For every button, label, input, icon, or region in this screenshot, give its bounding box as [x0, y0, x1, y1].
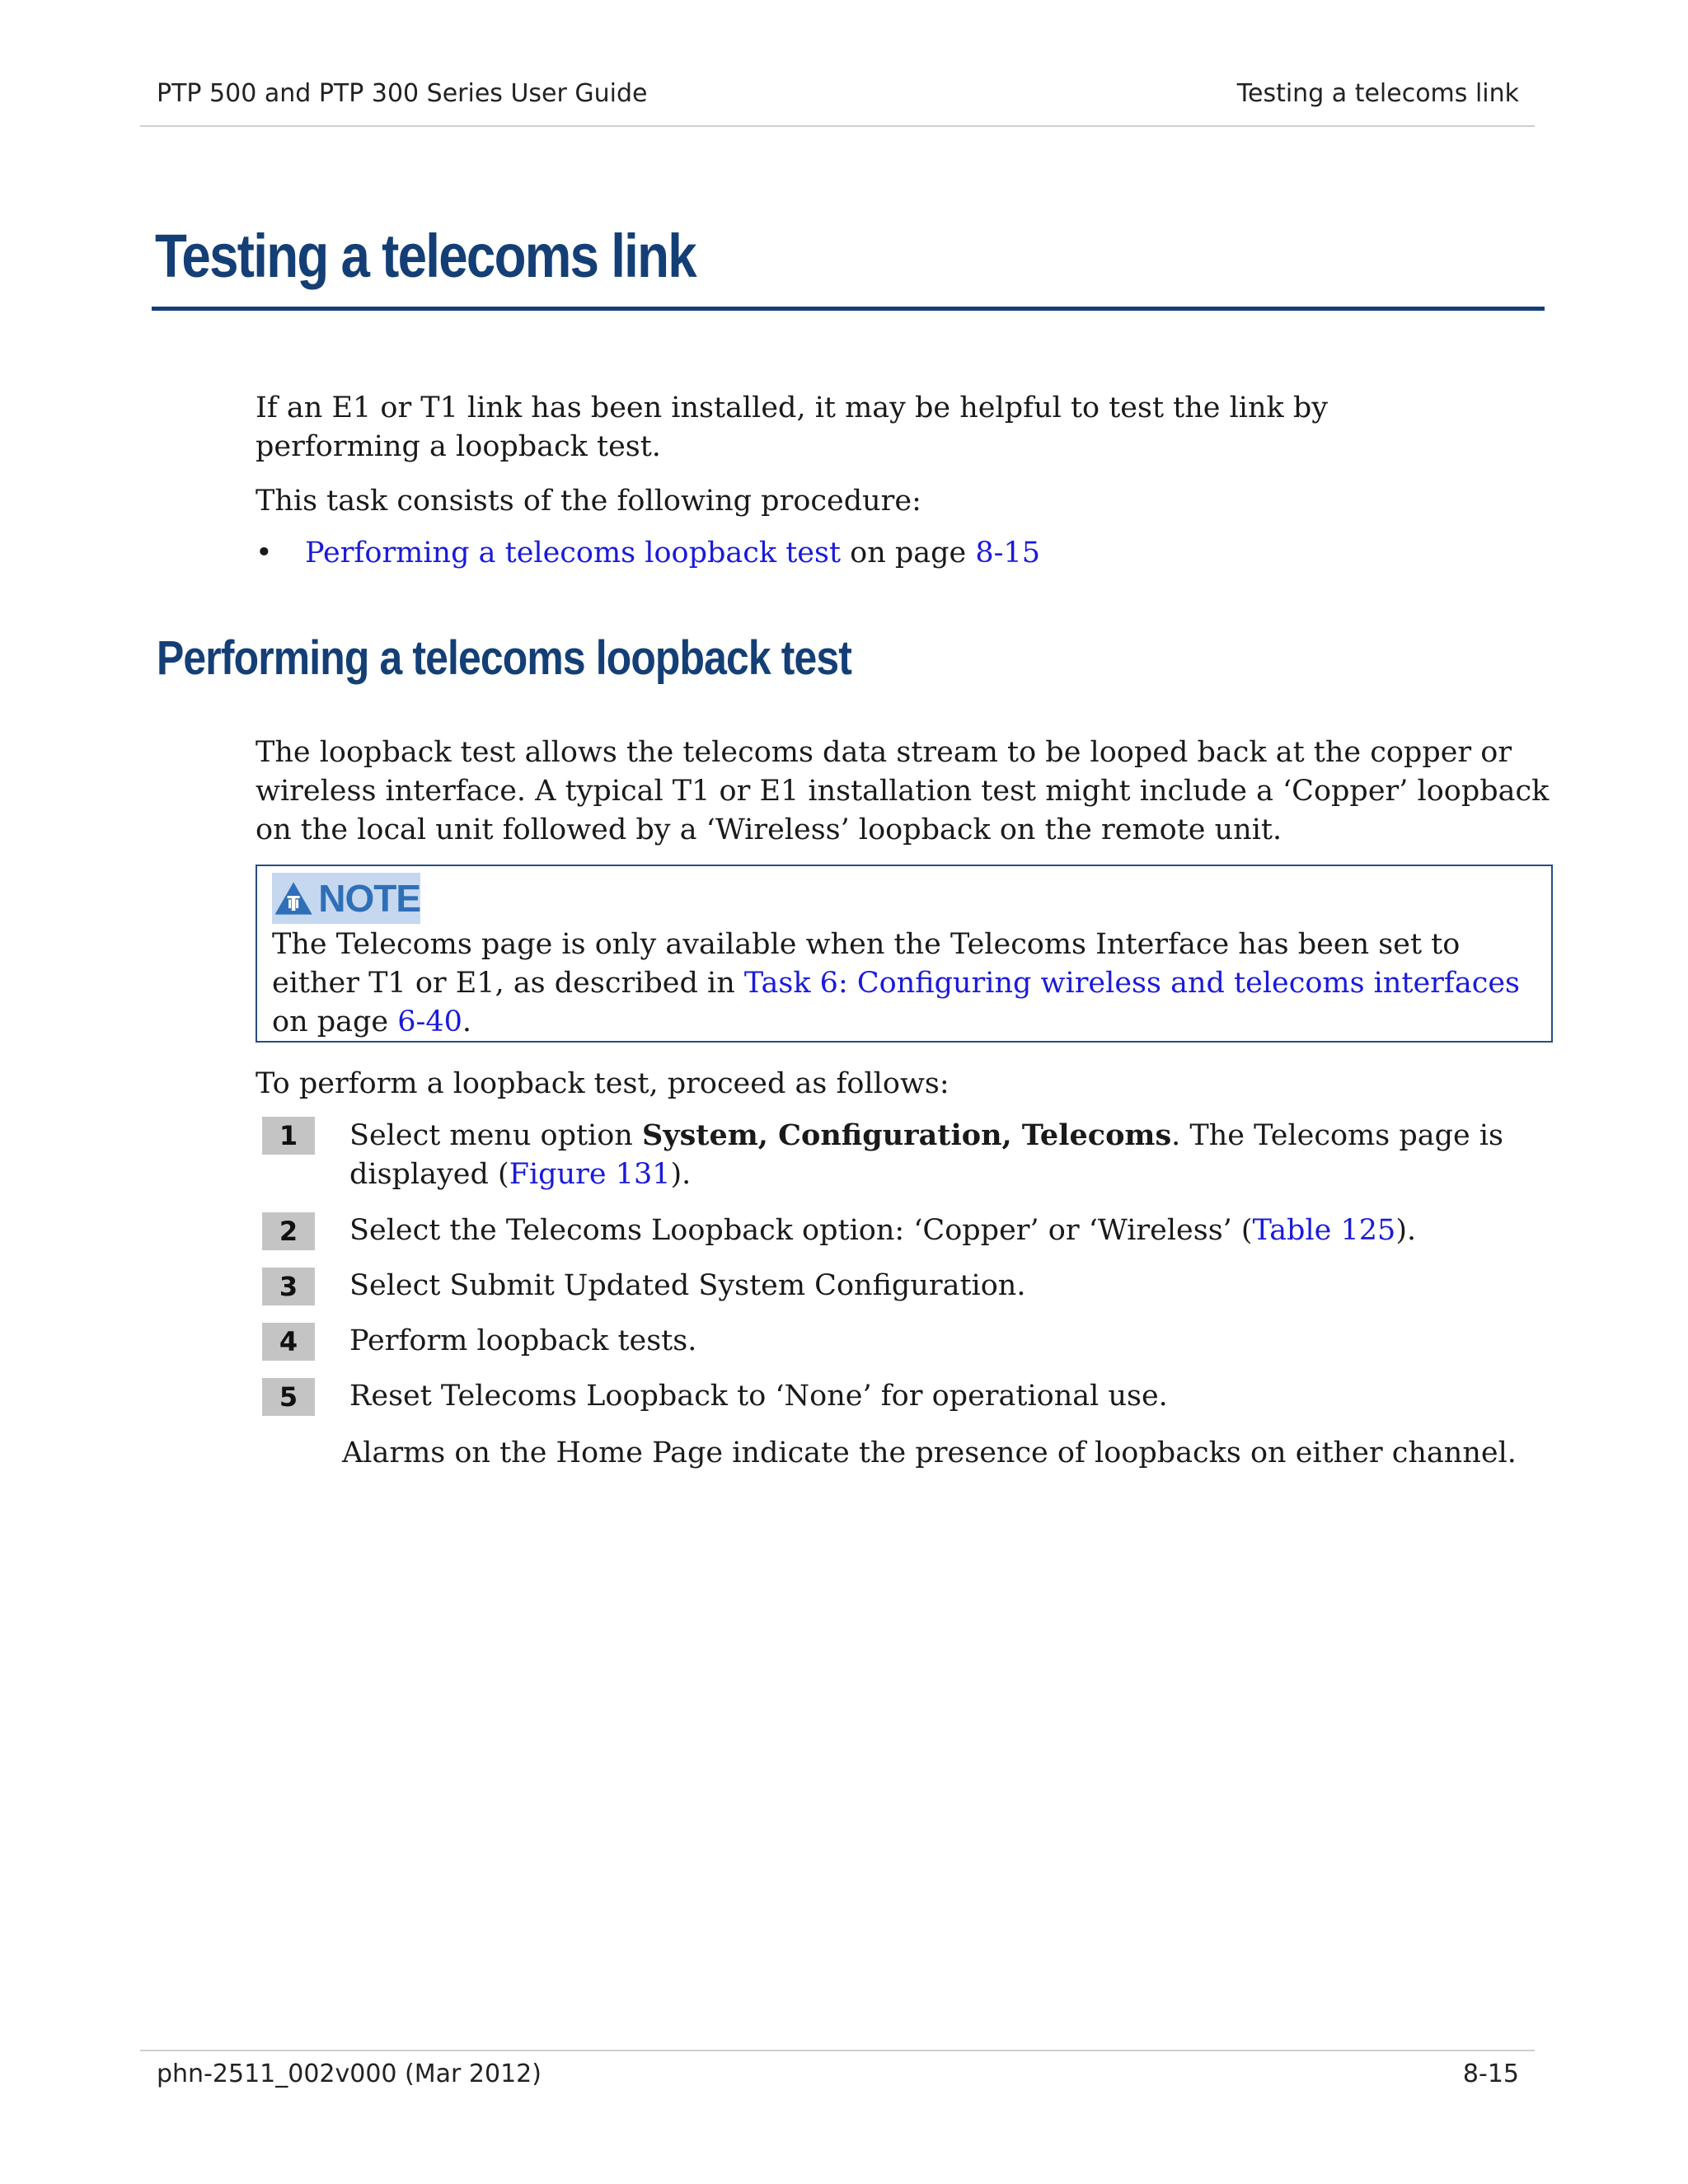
note-label: [272, 873, 420, 924]
link-table-125[interactable]: Table 125: [1252, 1214, 1396, 1247]
page-title: Testing a telecoms link: [155, 222, 696, 290]
link-page-6-40[interactable]: 6-40: [397, 1005, 462, 1038]
page-number: 8-15: [1462, 2060, 1519, 2088]
running-header-right: Testing a telecoms link: [1236, 79, 1519, 108]
step-text: Select the Telecoms Loopback option: ‘Copper’ or ‘Wireless’ (Table 125).: [349, 1214, 1417, 1247]
step-text: Select menu option System, Configuration, Telecoms. The Telecoms page is displayed (Figure 131).: [349, 1118, 1503, 1191]
title-underline: [152, 307, 1545, 311]
step-number-badge: 5: [262, 1378, 315, 1416]
header-divider: [140, 125, 1535, 127]
warning-triangle-icon: [274, 875, 313, 921]
step-text: Perform loopback tests.: [349, 1324, 697, 1357]
intro-paragraph: If an E1 or T1 link has been installed, it may be helpful to test the link by performing a loopback test.: [256, 391, 1329, 463]
link-figure-131[interactable]: Figure 131: [509, 1158, 671, 1191]
list-item-text: Performing a telecoms loopback test on page 8-15: [305, 537, 1041, 569]
bullet-icon: •: [256, 537, 273, 569]
note-text: The Telecoms page is only available when the Telecoms Interface has been set to either T1 or E1, as described in Task 6: Configuring wireless and telecoms interfaces on page 6-40.: [272, 928, 1521, 1038]
step-number-badge: 3: [262, 1268, 315, 1305]
procedure-step: [262, 1117, 1528, 1194]
procedure-step: [262, 1212, 1528, 1250]
section-paragraph: The loopback test allows the telecoms data stream to be looped back at the copper or wireless interface. A typical T1 or E1 installation test might include a ‘Copper’ loopback on the local unit followed by a ‘Wireless’ loopback on the remote unit.: [256, 736, 1550, 846]
footer-divider: [140, 2050, 1535, 2051]
step-text: Reset Telecoms Loopback to ‘None’ for operational use.: [349, 1380, 1168, 1413]
procedure-step: [262, 1378, 1528, 1416]
note-heading: NOTE: [318, 877, 420, 920]
step-note: Alarms on the Home Page indicate the presence of loopbacks on either channel.: [342, 1436, 1517, 1469]
link-page-8-15[interactable]: 8-15: [975, 537, 1041, 569]
procedure-lead-in: This task consists of the following procedure:: [256, 485, 921, 518]
step-number-badge: 4: [262, 1323, 315, 1361]
procedure-step: [262, 1268, 1528, 1305]
step-number-badge: 2: [262, 1212, 315, 1250]
step-number-badge: 1: [262, 1117, 315, 1155]
procedure-step: [262, 1323, 1528, 1361]
footer-doc-id: phn-2511_002v000 (Mar 2012): [157, 2060, 542, 2088]
list-item: [256, 534, 1040, 573]
step-text: Select Submit Updated System Configuration.: [349, 1269, 1026, 1302]
running-header-left: PTP 500 and PTP 300 Series User Guide: [157, 79, 648, 108]
note-box: [256, 865, 1553, 1043]
link-task-6[interactable]: Task 6: Configuring wireless and telecoms interfaces: [743, 967, 1521, 1000]
link-performing-loopback-test[interactable]: Performing a telecoms loopback test: [305, 537, 842, 569]
section-title: Performing a telecoms loopback test: [157, 631, 852, 685]
